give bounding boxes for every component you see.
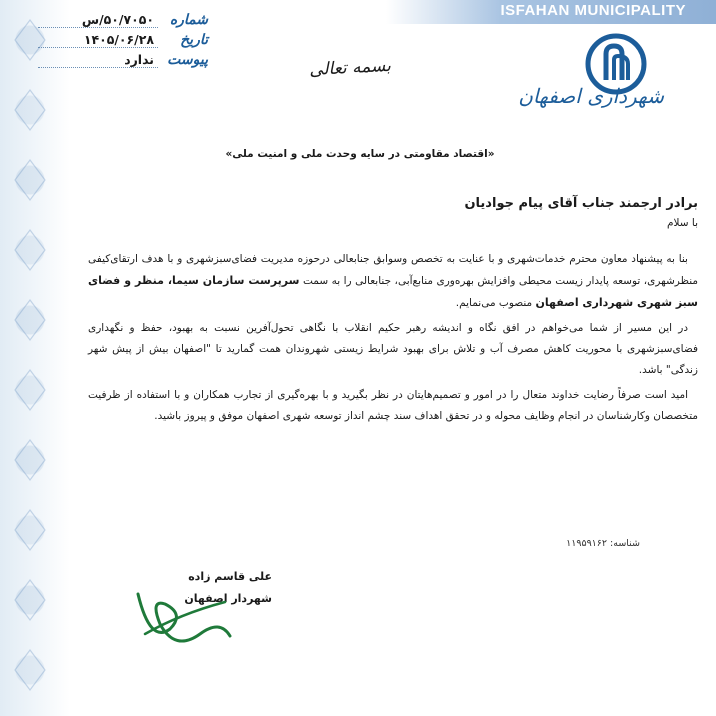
attachment-label: پیوست <box>167 52 208 68</box>
attachment-value: ندارد <box>38 52 158 68</box>
meta-number-row <box>38 12 208 32</box>
signatory-name: علی قاسم زاده <box>188 570 272 583</box>
recipient-line: برادر ارجمند جناب آقای پیام جوادیان <box>464 196 698 211</box>
logo-wordmark: شهرداری اصفهان <box>518 84 664 108</box>
brand-text: ISFAHAN MUNICIPALITY <box>500 2 686 19</box>
number-label: شماره <box>169 12 208 28</box>
meta-attachment-row <box>38 52 208 72</box>
paragraph-appointment <box>88 249 698 314</box>
handwritten-signature <box>130 574 240 654</box>
meta-date-row <box>38 32 208 52</box>
paragraph-appointment-end: منصوب می‌نمایم. <box>455 297 533 309</box>
letter-body <box>88 196 698 431</box>
bismillah-heading: بسمه تعالی <box>308 55 392 81</box>
letter-meta <box>38 12 208 72</box>
number-value: ۵۰/۷۰۵۰/س <box>38 12 158 28</box>
signatory-title: شهردار اصفهان <box>184 592 272 605</box>
paragraph-expectations: در این مسیر از شما می‌خواهم در افق نگاه و اندیشه رهبر حکیم انقلاب با نگاهی تحول‌آفرین نسبت به بهبود، حفظ و نگهداری فضای‌سبزشهری با محوریت کاهش مصرف آب و تلاش برای بهبود شرایط زیستی شهروندان همت گمارید تا "اصفهان بیش از پیش شهر زندگی" باشد. <box>88 322 698 376</box>
paragraph-appointment-intro: بنا به پیشنهاد معاون محترم خدمات‌شهری و با عنایت به تخصص وسوابق جنابعالی درحوزه مدیریت فضای‌سبزشهری و با هدف ارتقای‌کیفی منظرشهری، توسعه پایدار زیست محیطی وافزایش بهره‌وری منابع‌آبی، جنابعالی را به سمت <box>88 253 698 287</box>
header-band <box>386 0 716 24</box>
greeting-line: با سلام <box>666 217 698 229</box>
paragraph-wishes: امید است صرفاً رضایت خداوند متعال را در امور و تصمیم‌هایتان در نظر بگیرید و با بهره‌گیری از تجارب همکاران و با استفاده از ظرفیت متخصصان وکارشناسان در انجام وظایف محوله و در تحقق اهداف سند چشم انداز توسعه شهری اصفهان موفق و پیروز باشید. <box>88 389 698 422</box>
arabesque-pattern-icon <box>0 0 70 716</box>
decorative-pattern-band <box>0 0 70 716</box>
date-label: تاریخ <box>180 32 208 48</box>
reference-id: شناسه: ۱۱۹۵۹۱۶۲ <box>566 538 640 549</box>
year-slogan: «اقتصاد مقاومتی در سایه وحدت ملی و امنیت ملی» <box>225 148 495 160</box>
date-value: ۱۴۰۵/۰۶/۲۸ <box>38 32 158 48</box>
appointment-position: سرپرست سازمان سیما، منظر و فضای سبز شهری شهرداری اصفهان <box>88 274 698 309</box>
